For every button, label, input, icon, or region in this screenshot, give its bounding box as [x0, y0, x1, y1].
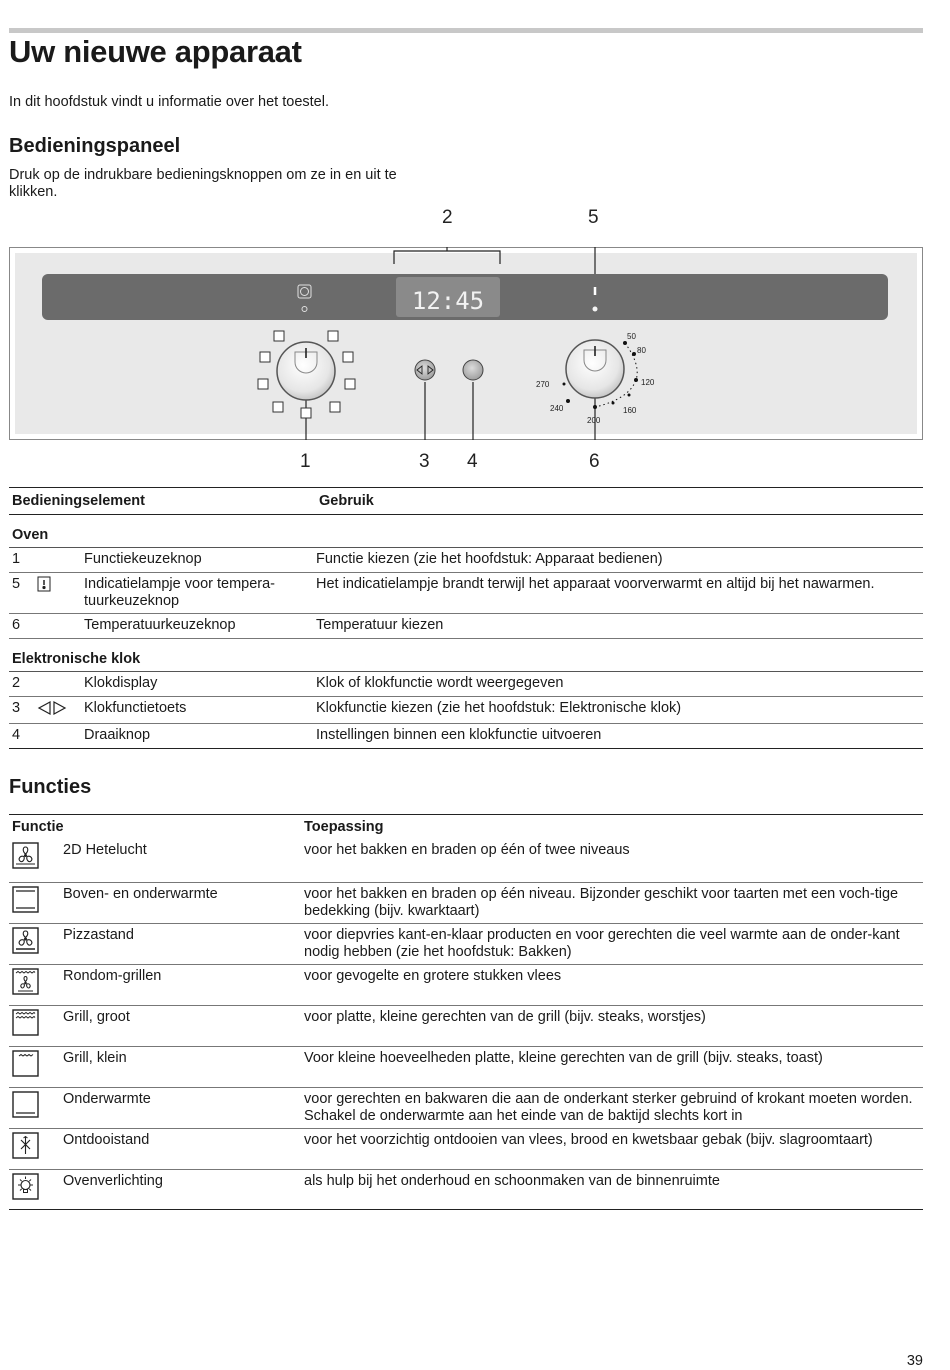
callout-1: 1	[300, 451, 311, 472]
callout-4: 4	[467, 451, 478, 472]
svg-text:160: 160	[623, 406, 637, 415]
hot-air-2d-icon	[12, 842, 39, 869]
col-header-use: Gebruik	[319, 493, 374, 509]
svg-text:270: 270	[536, 380, 550, 389]
table-row: Grill, groot voor platte, kleine gerechten van de grill (bijv. steaks, worstjes)	[9, 1006, 923, 1047]
callout-5: 5	[588, 207, 599, 228]
defrost-icon	[12, 1132, 39, 1159]
functions-table	[9, 814, 923, 1210]
svg-text:240: 240	[550, 404, 564, 413]
svg-text:80: 80	[637, 346, 646, 355]
clock-display-text: 12:45	[411, 287, 485, 315]
svg-text:200: 200	[587, 416, 601, 425]
callout-2: 2	[442, 207, 453, 228]
table-row: Boven- en onderwarmte voor het bakken en braden op één niveau. Bijzonder geschikt voor taarten met een voch-tige bedekking (bijv. kwarktaart)	[9, 883, 923, 924]
table-row: 2 Klokdisplay Klok of klokfunctie wordt weergegeven	[9, 672, 923, 697]
rotary-button	[463, 360, 483, 380]
table-row: 4 Draaiknop Instellingen binnen een klokfunctie uitvoeren	[9, 724, 923, 749]
control-panel-illustration	[9, 247, 923, 440]
table-row: 6 Temperatuurkeuzeknop Temperatuur kiezen	[9, 614, 923, 639]
col-header-element: Bedieningselement	[12, 493, 145, 509]
table-row: 1 Functiekeuzeknop Functie kiezen (zie het hoofdstuk: Apparaat bedienen)	[9, 548, 923, 573]
col-header-function: Functie	[12, 819, 64, 835]
grill-small-icon	[12, 1050, 39, 1077]
clock-function-button	[415, 360, 435, 380]
clock-function-arrows-icon	[37, 700, 67, 716]
col-header-application: Toepassing	[304, 819, 384, 835]
section-title-bedieningspaneel: Bedieningspaneel	[9, 135, 181, 157]
table-header	[9, 487, 923, 515]
page-number: 39	[906, 1353, 923, 1369]
section-oven: Oven	[9, 515, 923, 548]
table-row: Onderwarmte voor gerechten en bakwaren die aan de onderkant sterker gebruind of krokant moeten worden. Schakel de onderwarmte aan het einde van de baktijd slechts kort in	[9, 1088, 923, 1129]
page-title: Uw nieuwe apparaat	[9, 34, 302, 69]
oven-light-icon	[12, 1173, 39, 1200]
table-row: Pizzastand voor diepvries kant-en-klaar producten en voor gerechten die veel warmte aan de onder-kant nodig hebben (zie het hoofdstuk: Bakken)	[9, 924, 923, 965]
top-rule	[9, 28, 923, 33]
svg-text:120: 120	[641, 378, 655, 387]
table-row: Rondom-grillen voor gevogelte en grotere stukken vlees	[9, 965, 923, 1006]
table-row: 2D Hetelucht voor het bakken en braden op één of twee niveaus	[9, 839, 923, 883]
svg-text:50: 50	[627, 332, 636, 341]
callout-6: 6	[589, 451, 600, 472]
section-electronic-clock: Elektronische klok	[9, 639, 923, 672]
table-row: Grill, klein Voor kleine hoeveelheden platte, kleine gerechten van de grill (bijv. steaks, toast)	[9, 1047, 923, 1088]
control-elements-table	[9, 487, 923, 749]
section-title-functies: Functies	[9, 776, 92, 798]
indicator-lamp-icon	[37, 576, 51, 592]
table-row: 3 Klokfunctietoets Klokfunctie kiezen (zie het hoofdstuk: Elektronische klok)	[9, 697, 923, 724]
callout-3: 3	[419, 451, 430, 472]
intro-text: In dit hoofdstuk vindt u informatie over het toestel.	[9, 94, 329, 110]
section-text-bedieningspaneel: Druk op de indrukbare bedieningsknoppen om ze in en uit te klikken.	[9, 167, 397, 200]
circo-roasting-icon	[12, 968, 39, 995]
top-bottom-heat-icon	[12, 886, 39, 913]
table-row: 5 Indicatielampje voor tempera-tuurkeuzeknop Het indicatielampje brandt terwijl het apparaat voorverwarmt en altijd bij het nawarmen.	[9, 573, 923, 614]
table-row: Ontdooistand voor het voorzichtig ontdooien van vlees, brood en kwetsbaar gebak (bijv. slagroomtaart)	[9, 1129, 923, 1170]
table-row: Ovenverlichting als hulp bij het onderhoud en schoonmaken van de binnenruimte	[9, 1170, 923, 1210]
grill-large-icon	[12, 1009, 39, 1036]
bottom-heat-icon	[12, 1091, 39, 1118]
pizza-setting-icon	[12, 927, 39, 954]
table-header	[9, 814, 923, 839]
